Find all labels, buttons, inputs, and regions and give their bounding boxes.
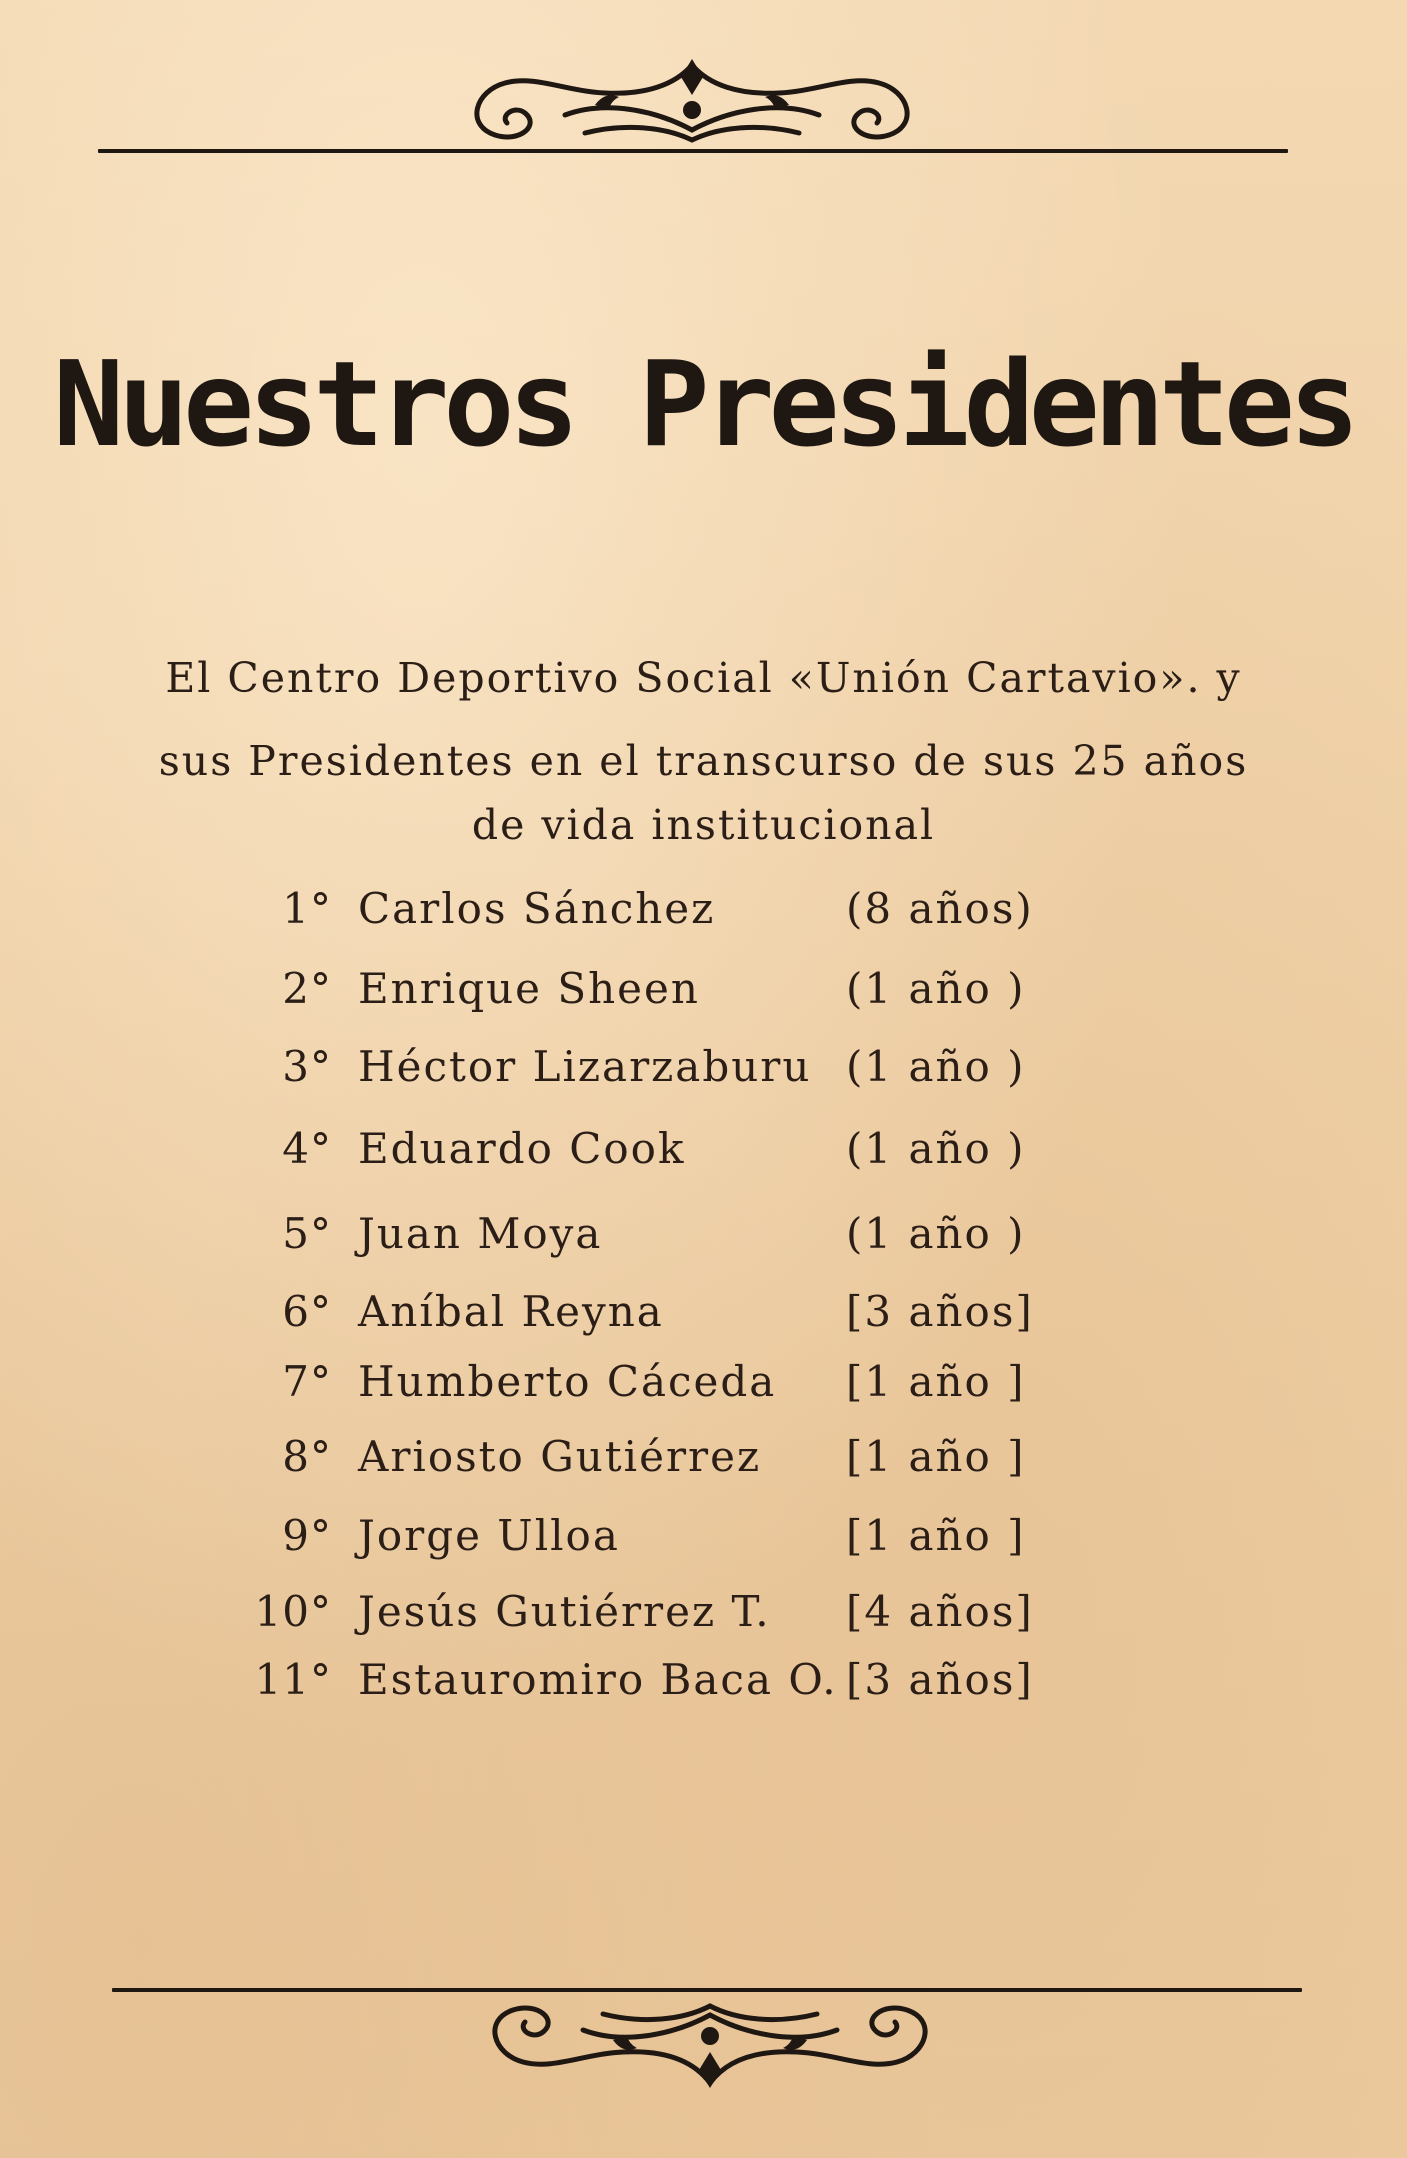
president-term: (8 años) [846,884,1034,933]
list-item [0,1042,1407,1096]
president-number: 9° [282,1511,332,1560]
list-item [0,884,1407,938]
president-term: (1 año ) [846,1209,1026,1258]
intro-line-3: de vida institucional [471,801,936,849]
list-item [0,1357,1407,1411]
president-number: 8° [282,1432,332,1481]
president-name: Juan Moya [358,1209,603,1258]
president-term: (1 año ) [846,1042,1026,1091]
list-item [0,1655,1407,1709]
president-term: [3 años] [846,1287,1034,1336]
list-item [0,1432,1407,1486]
president-term: (1 año ) [846,964,1026,1013]
bottom-rule [112,1988,1302,1992]
list-item [0,1587,1407,1641]
president-term: [1 año ] [846,1511,1026,1560]
list-item [0,1209,1407,1263]
president-name: Ariosto Gutiérrez [358,1432,762,1481]
list-item [0,1124,1407,1178]
president-name: Humberto Cáceda [358,1357,777,1406]
list-item [0,1287,1407,1341]
president-number: 6° [282,1287,332,1336]
president-number: 4° [282,1124,332,1173]
list-item [0,964,1407,1018]
intro-line-1: El Centro Deportivo Social «Unión Cartavio». y [165,654,1242,702]
president-term: (1 año ) [846,1124,1026,1173]
president-name: Carlos Sánchez [358,884,716,933]
page-title: Nuestros Presidentes [53,335,1354,473]
president-name: Jorge Ulloa [358,1511,620,1560]
president-number: 10° [254,1587,332,1636]
president-name: Jesús Gutiérrez T. [358,1587,771,1636]
president-name: Estauromiro Baca O. [358,1655,838,1704]
president-name: Enrique Sheen [358,964,700,1013]
president-term: [4 años] [846,1587,1034,1636]
president-number: 11° [254,1655,332,1704]
president-number: 2° [282,964,332,1013]
president-term: [1 año ] [846,1432,1026,1481]
president-number: 5° [282,1209,332,1258]
president-number: 7° [282,1357,332,1406]
president-number: 3° [282,1042,332,1091]
president-name: Eduardo Cook [358,1124,686,1173]
president-number: 1° [282,884,332,933]
president-term: [1 año ] [846,1357,1026,1406]
bottom-ornament-icon [465,1998,955,2093]
president-term: [3 años] [846,1655,1034,1704]
list-item [0,1511,1407,1565]
intro-line-2: sus Presidentes en el transcurso de sus 25 años [158,737,1249,785]
president-name: Aníbal Reyna [358,1287,664,1336]
president-name: Héctor Lizarzaburu [358,1042,812,1091]
